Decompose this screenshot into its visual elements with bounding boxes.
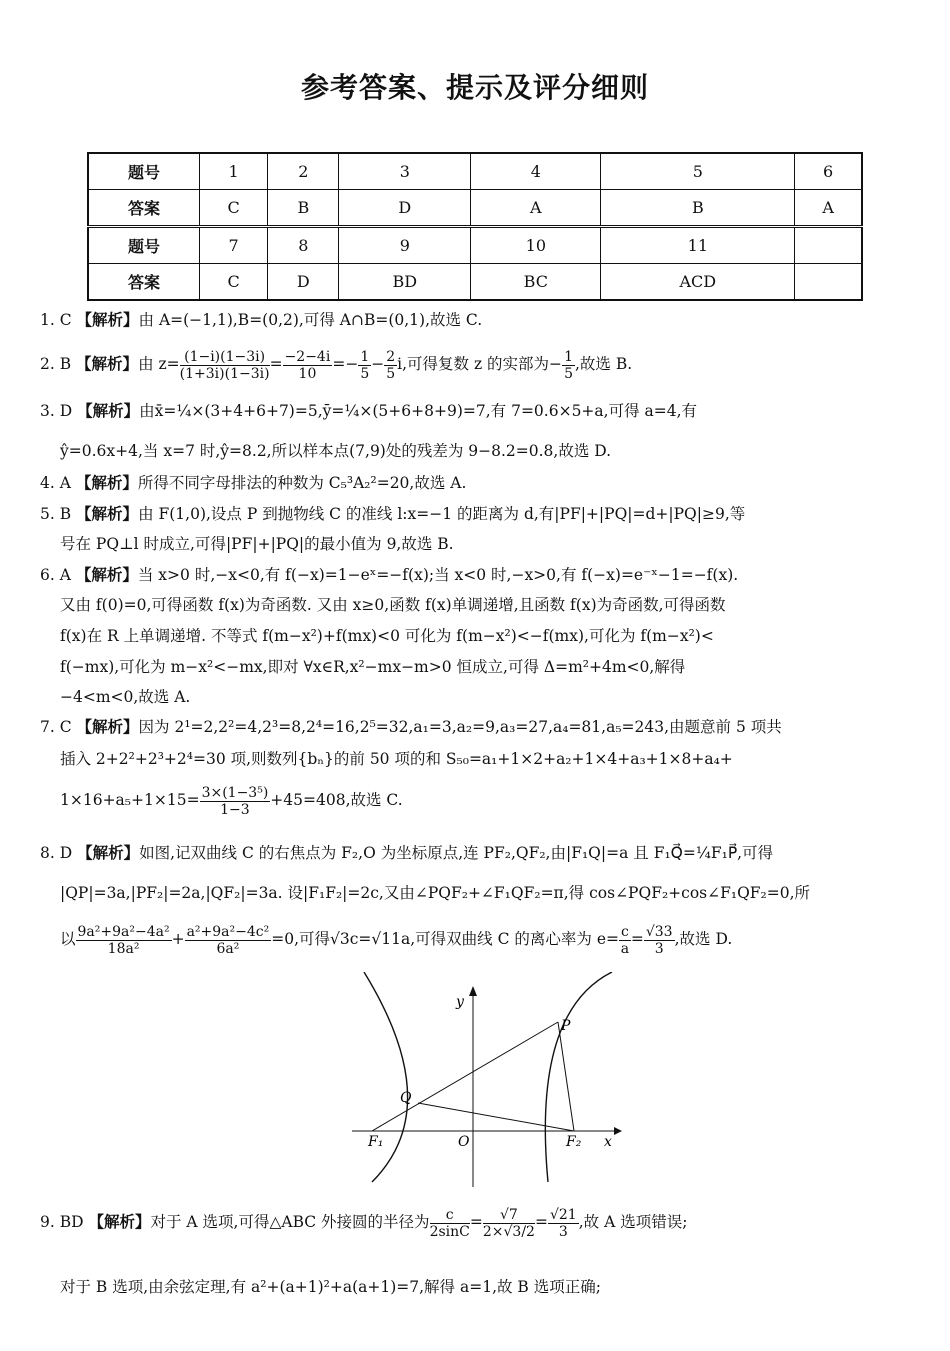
solution-4 [40, 472, 915, 494]
fraction [185, 924, 272, 957]
solution-text: ,故选 B. [574, 355, 633, 373]
table-cell: 7 [200, 227, 268, 264]
table-cell [795, 227, 862, 264]
table-row [88, 264, 862, 301]
solution-5-line-2: 号在 PQ⊥l 时成立,可得|PF|+|PQ|的最小值为 9,故选 B. [60, 535, 454, 553]
table-cell: 题号 [88, 227, 200, 264]
numerator: a²+9a²−4c² [186, 923, 270, 940]
table-cell: B [268, 190, 339, 227]
answer-label: 6. A [40, 566, 71, 584]
table-cell: 1 [200, 153, 268, 190]
solution-text: 当 x>0 时,−x<0,有 f(−x)=1−eˣ=−f(x);当 x<0 时,−x>0,有 f(−x)=e⁻ˣ−1=−f(x). [137, 566, 739, 584]
numerator: 9a²+9a²−4a² [77, 923, 170, 940]
table-cell: C [200, 264, 268, 301]
solution-1 [40, 309, 915, 331]
denominator: 2sinC [429, 1223, 470, 1240]
analysis-tag: 【解析】 [88, 1213, 151, 1231]
table-cell: ACD [601, 264, 795, 301]
solution-text: 对于 A 选项,可得△ABC 外接圆的半径为 [150, 1213, 430, 1231]
solution-text: 如图,记双曲线 C 的右焦点为 F₂,O 为坐标原点,连 PF₂,QF₂,由|F₁Q|=a 且 F₁Q⃗=¼F₁P⃗,可得 [139, 844, 774, 862]
denominator: 18a² [107, 940, 140, 957]
table-cell [795, 264, 862, 301]
x-axis-arrow [614, 1127, 622, 1135]
analysis-tag: 【解析】 [76, 505, 139, 523]
solution-6-line-4: f(−mx),可化为 m−x²<−mx,即对 ∀x∈R,x²−mx−m>0 恒成立,可得 Δ=m²+4m<0,解得 [60, 658, 686, 676]
fraction [180, 349, 270, 382]
numerator: 2 [386, 348, 396, 365]
answer-label: 4. A [40, 474, 71, 492]
solution-text: 所得不同字母排法的种数为 C₅³A₂²=20,故选 A. [137, 474, 467, 492]
solution-8-line-2: |QP|=3a,|PF₂|=2a,|QF₂|=3a. 设|F₁F₂|=2c,又由∠PQF₂+∠F₁QF₂=π,得 cos∠PQF₂+cos∠F₁QF₂=0,所 [60, 884, 811, 902]
table-cell: 答案 [88, 190, 200, 227]
table-row [88, 190, 862, 227]
fraction [548, 1207, 579, 1240]
numerator: 1 [564, 348, 573, 365]
table-cell: D [339, 190, 471, 227]
solution-text: 因为 2¹=2,2²=4,2³=8,2⁴=16,2⁵=32,a₁=3,a₂=9,a₃=27,a₄=81,a₅=243,由题意前 5 项共 [138, 718, 782, 736]
table-cell: 9 [339, 227, 471, 264]
analysis-tag: 【解析】 [76, 355, 139, 373]
solution-text: = [469, 1213, 483, 1231]
hyperbola-figure [352, 972, 622, 1187]
solution-text: i,可得复数 z 的实部为− [397, 355, 563, 373]
table-row [88, 153, 862, 190]
point-q-label: Q [400, 1090, 412, 1106]
denominator: 10 [298, 365, 317, 382]
denominator: 3 [558, 1223, 568, 1240]
solution-text: ,故 A 选项错误; [578, 1213, 688, 1231]
segment-f1-p [372, 1022, 558, 1131]
solution-6 [40, 564, 915, 586]
table-cell: 3 [339, 153, 471, 190]
y-axis-arrow [469, 986, 477, 996]
solution-text: =0,可得√3c=√11a,可得双曲线 C 的离心率为 e= [271, 930, 619, 948]
answer-label: 1. C [40, 311, 72, 329]
segment-q-f2 [418, 1103, 574, 1131]
analysis-tag: 【解析】 [76, 718, 139, 736]
table-cell: BC [471, 264, 601, 301]
solution-3 [40, 400, 915, 422]
solution-text: − [371, 355, 385, 373]
fraction [358, 349, 371, 382]
fraction [283, 349, 333, 382]
y-label: y [456, 994, 464, 1010]
solution-text: 由 z= [138, 355, 180, 373]
point-p-label: P [561, 1018, 571, 1034]
denominator: 2×√3/2 [482, 1223, 535, 1240]
table-cell: 题号 [88, 153, 200, 190]
solution-2 [40, 346, 915, 382]
table-cell: 答案 [88, 264, 200, 301]
solution-9-line-2: 对于 B 选项,由余弦定理,有 a²+(a+1)²+a(a+1)=7,解得 a=1,故 B 选项正确; [60, 1278, 601, 1296]
x-label: x [604, 1134, 612, 1150]
denominator: 6a² [216, 940, 240, 957]
numerator: √33 [645, 923, 673, 940]
denominator: 5 [386, 365, 396, 382]
numerator: 1 [360, 348, 370, 365]
answer-label: 9. BD [40, 1213, 84, 1231]
solution-6-line-3: f(x)在 R 上单调递增. 不等式 f(m−x²)+f(mx)<0 可化为 f(m−x²)<−f(mx),可化为 f(m−x²)< [60, 627, 714, 645]
answer-label: 3. D [40, 402, 73, 420]
table-cell: A [471, 190, 601, 227]
fraction [562, 349, 575, 382]
denominator: 3 [654, 940, 664, 957]
segment-p-f2 [558, 1022, 574, 1131]
solution-8-line-3 [60, 920, 915, 958]
solution-3-line-2: ŷ=0.6x+4,当 x=7 时,ŷ=8.2,所以样本点(7,9)处的残差为 9−8.2=0.8,故选 D. [60, 442, 612, 460]
numerator: √7 [483, 1207, 535, 1224]
solution-text: = [534, 1213, 548, 1231]
denominator: 5 [360, 365, 370, 382]
solution-7-line-3 [60, 782, 915, 818]
analysis-tag: 【解析】 [77, 844, 140, 862]
solution-text: 由 A=(−1,1),B=(0,2),可得 A∩B=(0,1),故选 C. [138, 311, 483, 329]
hyperbola-right-branch [545, 972, 612, 1182]
table-cell: A [795, 190, 862, 227]
fraction [76, 924, 172, 957]
solution-7 [40, 716, 915, 738]
solution-text: 1×16+a₅+1×15= [60, 791, 200, 809]
solution-text: = [630, 930, 644, 948]
table-cell: BD [339, 264, 471, 301]
fraction [430, 1207, 470, 1240]
solution-9 [40, 1200, 915, 1244]
fraction [619, 924, 631, 957]
page-title: 参考答案、提示及评分细则 [300, 71, 649, 104]
table-cell: 6 [795, 153, 862, 190]
analysis-tag: 【解析】 [77, 402, 140, 420]
table-cell: 11 [601, 227, 795, 264]
numerator: (1−i)(1−3i) [180, 349, 270, 366]
numerator: 3×(1−3⁵) [201, 784, 269, 801]
denominator: 5 [564, 365, 573, 382]
numerator: −2−4i [284, 348, 331, 365]
solution-text: +45=408,故选 C. [270, 791, 403, 809]
fraction [200, 785, 271, 818]
solution-7-line-2: 插入 2+2²+2³+2⁴=30 项,则数列{bₙ}的前 50 项的和 S₅₀=a₁+1×2+a₂+1×4+a₃+1×8+a₄+ [60, 750, 733, 768]
solution-6-line-2: 又由 f(0)=0,可得函数 f(x)为奇函数. 又由 x≥0,函数 f(x)单调递增,且函数 f(x)为奇函数,可得函数 [60, 596, 726, 614]
table-cell: 5 [601, 153, 795, 190]
solution-5 [40, 503, 915, 525]
numerator: c [621, 923, 629, 940]
solution-text: + [171, 930, 185, 948]
fraction [384, 349, 397, 382]
solution-text: ,故选 D. [674, 930, 733, 948]
answer-label: 5. B [40, 505, 72, 523]
denominator: a [620, 940, 630, 957]
origin-label: O [458, 1134, 470, 1150]
table-cell: D [268, 264, 339, 301]
solution-text: 由x̄=¼×(3+4+6+7)=5,ȳ=¼×(5+6+8+9)=7,有 7=0.6×5+a,可得 a=4,有 [139, 402, 698, 420]
table-cell: B [601, 190, 795, 227]
answer-label: 2. B [40, 355, 72, 373]
solution-6-line-5: −4<m<0,故选 A. [60, 688, 191, 706]
table-cell: 10 [471, 227, 601, 264]
solution-text: =− [332, 355, 359, 373]
fraction [483, 1207, 535, 1240]
answer-table [87, 152, 863, 301]
table-cell: C [200, 190, 268, 227]
numerator: √21 [549, 1206, 577, 1223]
table-cell: 8 [268, 227, 339, 264]
solution-text: = [269, 355, 283, 373]
focus-f2-label: F₂ [566, 1134, 582, 1150]
answer-label: 8. D [40, 844, 73, 862]
solution-text: 由 F(1,0),设点 P 到抛物线 C 的准线 l:x=−1 的距离为 d,有|PF|+|PQ|=d+|PQ|≥9,等 [138, 505, 746, 523]
analysis-tag: 【解析】 [75, 474, 138, 492]
analysis-tag: 【解析】 [76, 311, 139, 329]
denominator: 1−3 [220, 801, 250, 818]
table-row [88, 227, 862, 264]
numerator: c [430, 1207, 470, 1224]
fraction [644, 924, 675, 957]
table-cell: 2 [268, 153, 339, 190]
denominator: (1+3i)(1−3i) [179, 365, 270, 382]
table-cell: 4 [471, 153, 601, 190]
solution-8 [40, 842, 915, 864]
solution-text: 以 [60, 930, 76, 948]
analysis-tag: 【解析】 [75, 566, 138, 584]
answer-label: 7. C [40, 718, 72, 736]
focus-f1-label: F₁ [368, 1134, 384, 1150]
hyperbola-left-branch [364, 972, 408, 1182]
